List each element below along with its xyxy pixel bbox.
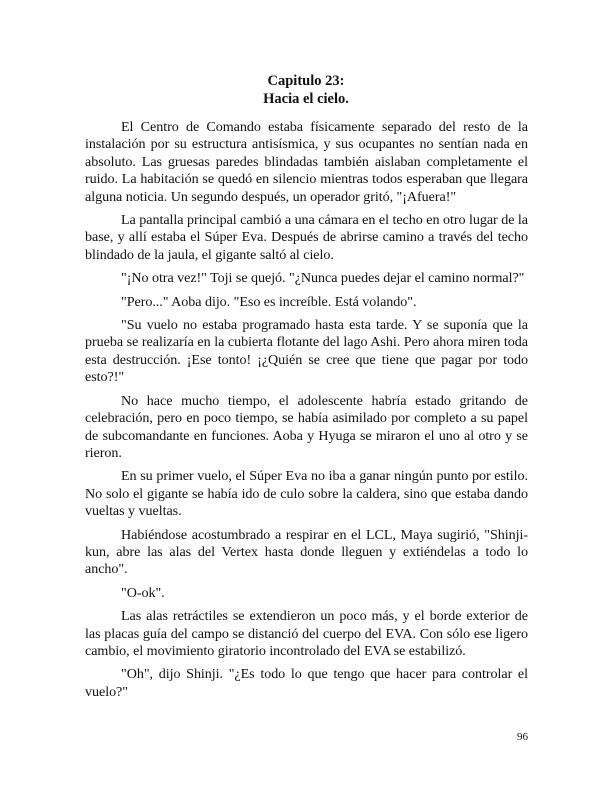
page-number: 96 (517, 731, 528, 743)
paragraph: "Su vuelo no estaba programado hasta esta tarde. Y se suponía que la prueba se realizaría en la cubierta flotante del lago Ashi. Pero ahora miren toda esta destrucción. ¡Ese tonto! ¡¿Quién se cree que tiene que pagar por todo esto?!" (85, 317, 528, 386)
paragraph: "O-ok". (121, 584, 165, 601)
paragraph: La pantalla principal cambió a una cámara en el techo en otro lugar de la base, y allí estaba el Súper Eva. Después de abrirse camino a través del techo blindado de la jaula, el gigante saltó al cielo. (85, 212, 528, 263)
paragraph: "Oh", dijo Shinji. "¿Es todo lo que tengo que hacer para controlar el vuelo?" (85, 666, 528, 700)
paragraph: No hace mucho tiempo, el adolescente habría estado gritando de celebración, pero en poco tiempo, se había asimilado por completo a su papel de subcomandante en funciones. Aoba y Hyuga se miraron el uno al otro y se rieron. (85, 392, 528, 461)
paragraph: Habiéndose acostumbrado a respirar en el LCL, Maya sugirió, "Shinji-kun, abre las alas del Vertex hasta donde lleguen y extiéndelas a todo lo ancho". (85, 526, 528, 578)
paragraph: El Centro de Comando estaba físicamente separado del resto de la instalación por su estructura antisísmica, y sus ocupantes no sentían nada en absoluto. Las gruesas paredes blindadas también aislaban completamente el ruido. La habitación se quedó en silencio mientras todos esperaban que llegara alguna noticia. Un segundo después, un operador gritó, "¡Afuera!" (85, 119, 528, 205)
chapter-number: Capitulo 23: (267, 73, 345, 89)
chapter-body (85, 119, 528, 707)
paragraph: "¡No otra vez!" Toji se quejó. "¿Nunca puedes dejar el camino normal?" (121, 270, 525, 287)
paragraph: Las alas retráctiles se extendieron un poco más, y el borde exterior de las placas guía del campo se distanció del cuerpo del EVA. Con sólo ese ligero cambio, el movimiento giratorio incontrolado del EVA se estabilizó. (85, 608, 528, 659)
paragraph: En su primer vuelo, el Súper Eva no iba a ganar ningún punto por estilo. No solo el gigante se había ido de culo sobre la caldera, sino que estaba dando vueltas y vueltas. (85, 468, 528, 520)
chapter-title: Hacia el cielo. (263, 91, 349, 107)
paragraph: "Pero..." Aoba dijo. "Eso es increíble. Está volando". (121, 293, 417, 310)
